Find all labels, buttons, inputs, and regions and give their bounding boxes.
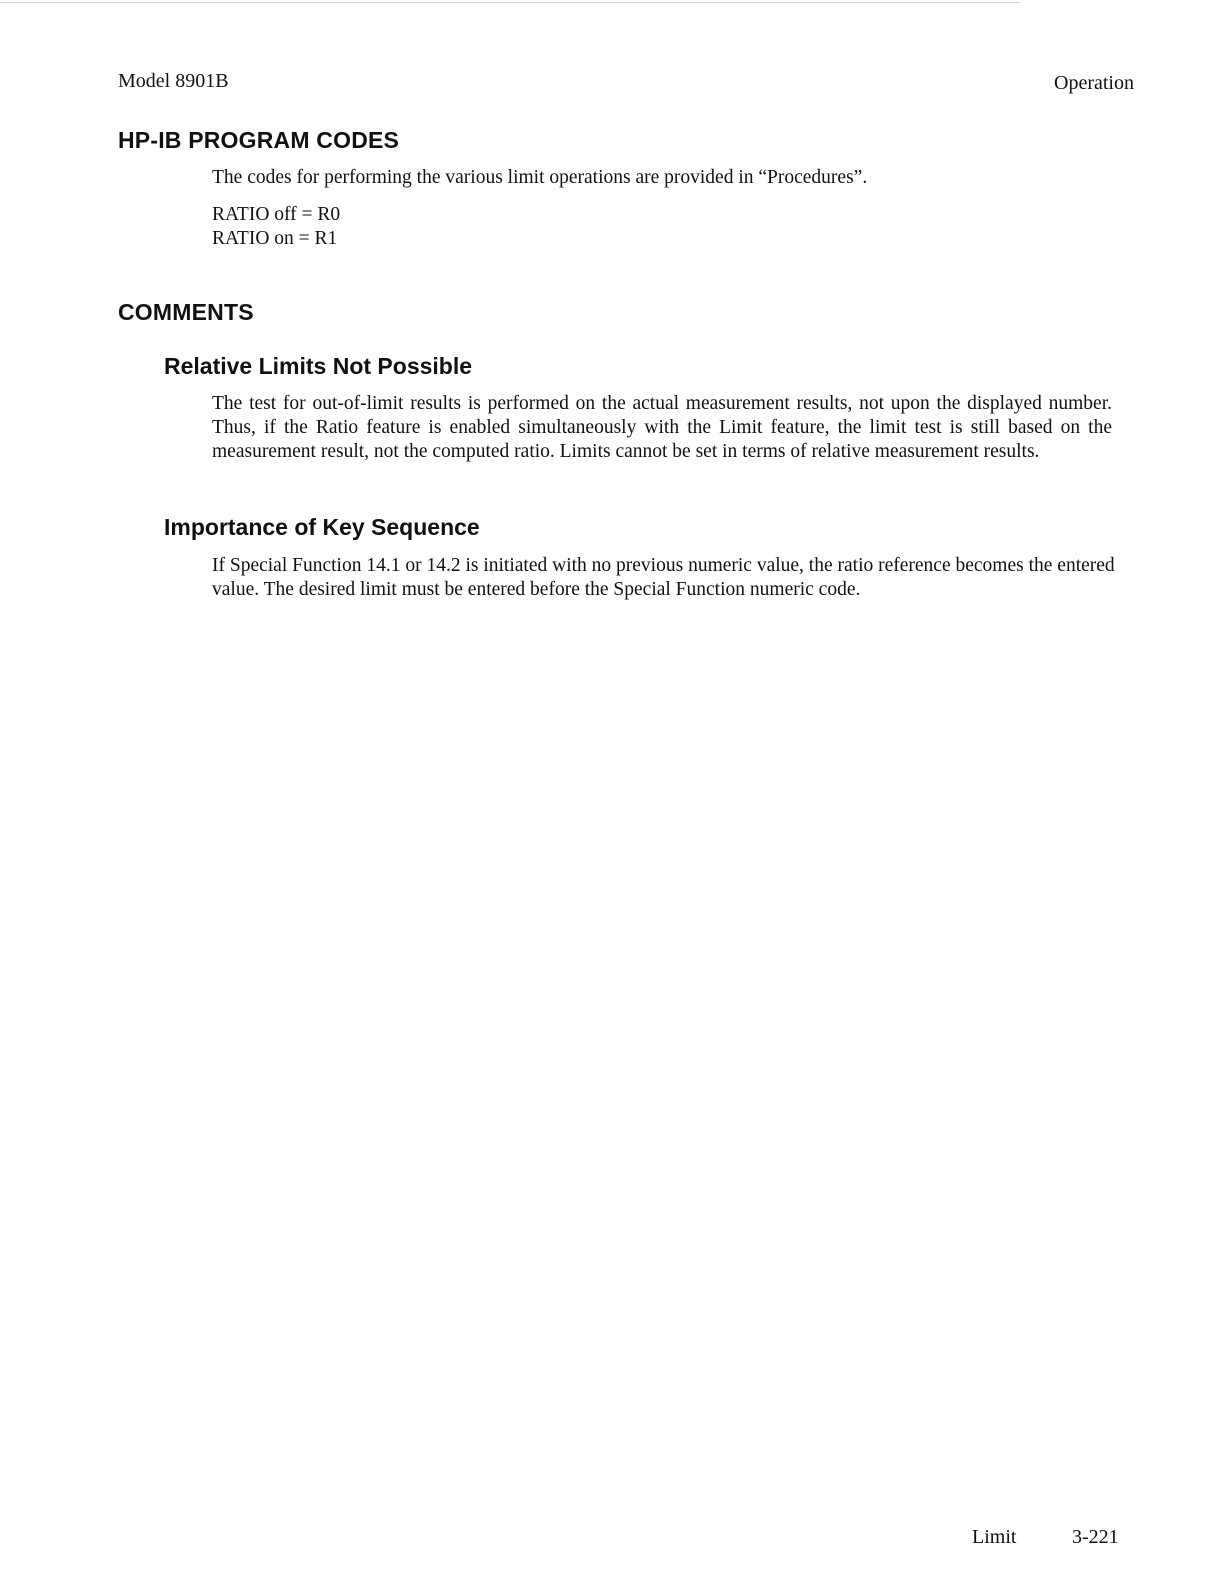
code-ratio-on: RATIO on = R1 [212, 228, 338, 249]
comments-heading: COMMENTS [118, 299, 254, 325]
hpib-intro: The codes for performing the various limit operations are provided in “Procedures”. [212, 167, 868, 188]
key-sequence-heading: Importance of Key Sequence [164, 514, 480, 540]
footer-page-number: 3-221 [1072, 1526, 1119, 1548]
hpib-heading: HP-IB PROGRAM CODES [118, 127, 400, 153]
footer-label: Limit [972, 1526, 1017, 1548]
relative-limits-heading: Relative Limits Not Possible [164, 353, 473, 379]
code-ratio-off: RATIO off = R0 [212, 204, 341, 225]
header-model: Model 8901B [118, 70, 229, 92]
hpib-codes [212, 203, 1132, 251]
relative-limits-body: The test for out-of-limit results is performed on the actual measurement results, not upon the displayed number. Thus, if the Ratio feature is enabled simultaneously with the Limit feature, the limit test is still based on the measurement result, not the computed ratio. Limits cannot be set in terms of relative measurement results. [212, 393, 1112, 462]
key-sequence-body: If Special Function 14.1 or 14.2 is initiated with no previous numeric value, the ratio reference becomes the entered value. The desired limit must be entered before the Special Function numeric code. [212, 555, 1115, 600]
top-rule [0, 2, 1020, 3]
header-section: Operation [1054, 72, 1134, 94]
